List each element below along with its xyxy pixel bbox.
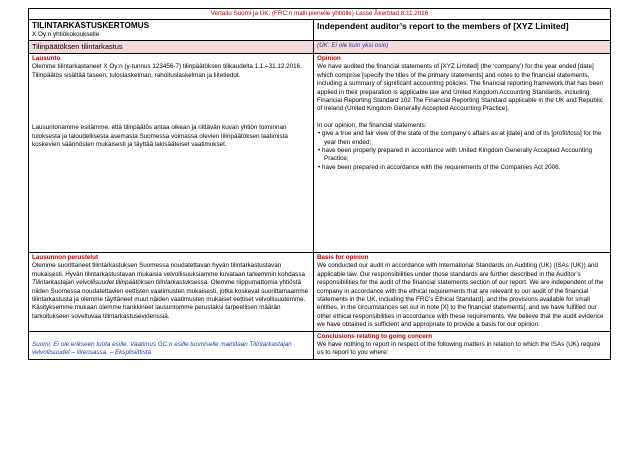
fi-report-heading: TILINTARKASTUSKERTOMUS (32, 21, 150, 31)
fi-basis-cell (29, 252, 314, 331)
fi-opinion-label: Lausunto (32, 54, 61, 62)
fi-going-concern-note: Suomi: Ei ole erikseen tuota esille. Vaatimus GC:n esille tuomiselle mainitaan Tilintarkastajan velvollisuudet – liiteosassa. – Eksplisiittistä (32, 340, 292, 356)
uk-opinion-label: Opinion (317, 54, 341, 62)
fi-basis-label: Lausunnon perustelut (32, 253, 99, 261)
fi-section-cell (29, 41, 314, 54)
fi-opinion-para1: Olemme tilintarkastaneet X Oy:n (y-tunnus 123456-7) tilinpäätöksen tilikaudelta 1.1.–31.12.2016. Tilinpäätös sisältää taseen, tuloslaskelman, rahoituslaskelman ja liitetiedot. (32, 63, 302, 79)
uk-going-concern-label: Conclusions relating to going concern (317, 332, 433, 340)
comparison-table (28, 8, 611, 360)
uk-opinion-bullet-3: • have been prepared in accordance with the requirements of the Companies Act 2006. (318, 163, 561, 171)
fi-report-addressee: X Oy:n yhtiökokoukselle (32, 31, 100, 39)
basis-row (29, 252, 611, 331)
uk-opinion-cell (314, 53, 611, 252)
fi-section-title: Tilinpäätöksen tilintarkastus (32, 42, 123, 52)
document-title: Vertailu Suomi ja UK. (FRC:n malli pienelle yhtiölle) Lasse Åkerblad 8.11.2016 (29, 9, 611, 20)
uk-going-concern-para: We have nothing to report in respect of the following matters in relation to which the ISAs (UK) require us to report to you where: (317, 340, 601, 357)
uk-section-cell (314, 41, 611, 54)
uk-opinion-para1: We have audited the financial statements of [XYZ Limited] (the ‘company’) for the year ended [date] which comprise [specify the titles of the primary statements] and notes to the financial statements, including a summary of significant accounting policies. The financial reporting framework that has been applied in their preparation is applicable law and United Kingdom Accounting Standards, including Financial Reporting Standard 102 The Financial Reporting Standard applicable in the UK and Republic of Ireland (United Kingdom Generally Accepted Accounting Practice). (317, 63, 604, 113)
fi-opinion-para2: Lausuntonamme esitämme, että tilinpäätös antaa oikean ja riittävän kuvan yhtiön toiminnan tuloksesta ja taloudellisesta asemasta Suomessa voimassa olevien tilinpäätöksen laatimista koskevien säännösten mukaisesti ja täyttää lakisääteiset vaatimukset. (32, 124, 288, 148)
header-row (29, 9, 611, 20)
uk-basis-label: Basis for opinion (317, 253, 369, 261)
title-row (29, 20, 611, 41)
uk-opinion-bullet-2: • have been properly prepared in accordance with United Kingdom Generally Accepted Accounting Practice; (318, 146, 593, 163)
uk-basis-cell (314, 252, 611, 331)
uk-going-concern-cell (314, 331, 611, 359)
left-title-cell (29, 20, 314, 41)
fi-going-concern-cell (29, 331, 314, 359)
right-title-cell (314, 20, 611, 41)
uk-section-note: (UK: Ei ole kuin yksi osio) (317, 42, 389, 50)
uk-report-heading: Independent auditor’s report to the members of [XYZ Limited] (317, 21, 569, 32)
fi-basis-para (32, 262, 310, 321)
section-bar-row (29, 41, 611, 54)
uk-opinion-para2: In our opinion, the financial statements: (317, 121, 427, 129)
opinion-row (29, 53, 611, 252)
fi-basis-text-a: Olemme suorittaneet tilintarkastuksen Suomessa noudatettavan hyvän tilintarkastustavan mukaisesti. Hyvän tilintarkastustavan mukaisia velvollisuuksiamme kuvataan tarkemmin kohdassa (32, 262, 305, 278)
fi-basis-text-b: Olemme riippumattomia yhtiöstä niiden Suomessa noudatettavien eettisten vaatimusten mukaisesti, jotka koskevat suorittamaamme tilintarkastusta ja olemme täyttäneet muut näiden vaatimusten mukaiset eettiset velvollisuutemme. Käsityksemme mukaan olemme hankkineet lausuntomme perustaksi tarpeellisen määrän tarkoitukseen soveltuvaa tilintarkastusevidenssiä. (32, 279, 309, 320)
fi-opinion-cell (29, 53, 314, 252)
uk-basis-para: We conducted our audit in accordance with International Standards on Auditing (UK) (ISAs (UK)) and applicable law. Our responsibilities under those standards are further described in the Auditor’s responsibilities for the audit of the financial statements section of our report. We are independent of the company in accordance with the ethical requirements that are relevant to our audit of the financial statements in the UK, including the FRC’s Ethical Standard], and the provisions available for small entities, in the circumstances set out in note [X] to the financial statements], and we have fulfilled our other ethical responsibilities in accordance with these requirements. We believe that the audit evidence we have obtained is sufficient and appropriate to provide a basis for our opinion. (317, 262, 604, 329)
fi-basis-text-italic: Tilintarkastajan velvollisuudet tilinpäätöksen tilintarkastuksessa. (32, 279, 210, 287)
uk-opinion-bullet-1: • give a true and fair view of the state of the company’s affairs as at [date] and of its [profit/loss] for the year then ended; (318, 130, 602, 146)
going-concern-row (29, 331, 611, 359)
